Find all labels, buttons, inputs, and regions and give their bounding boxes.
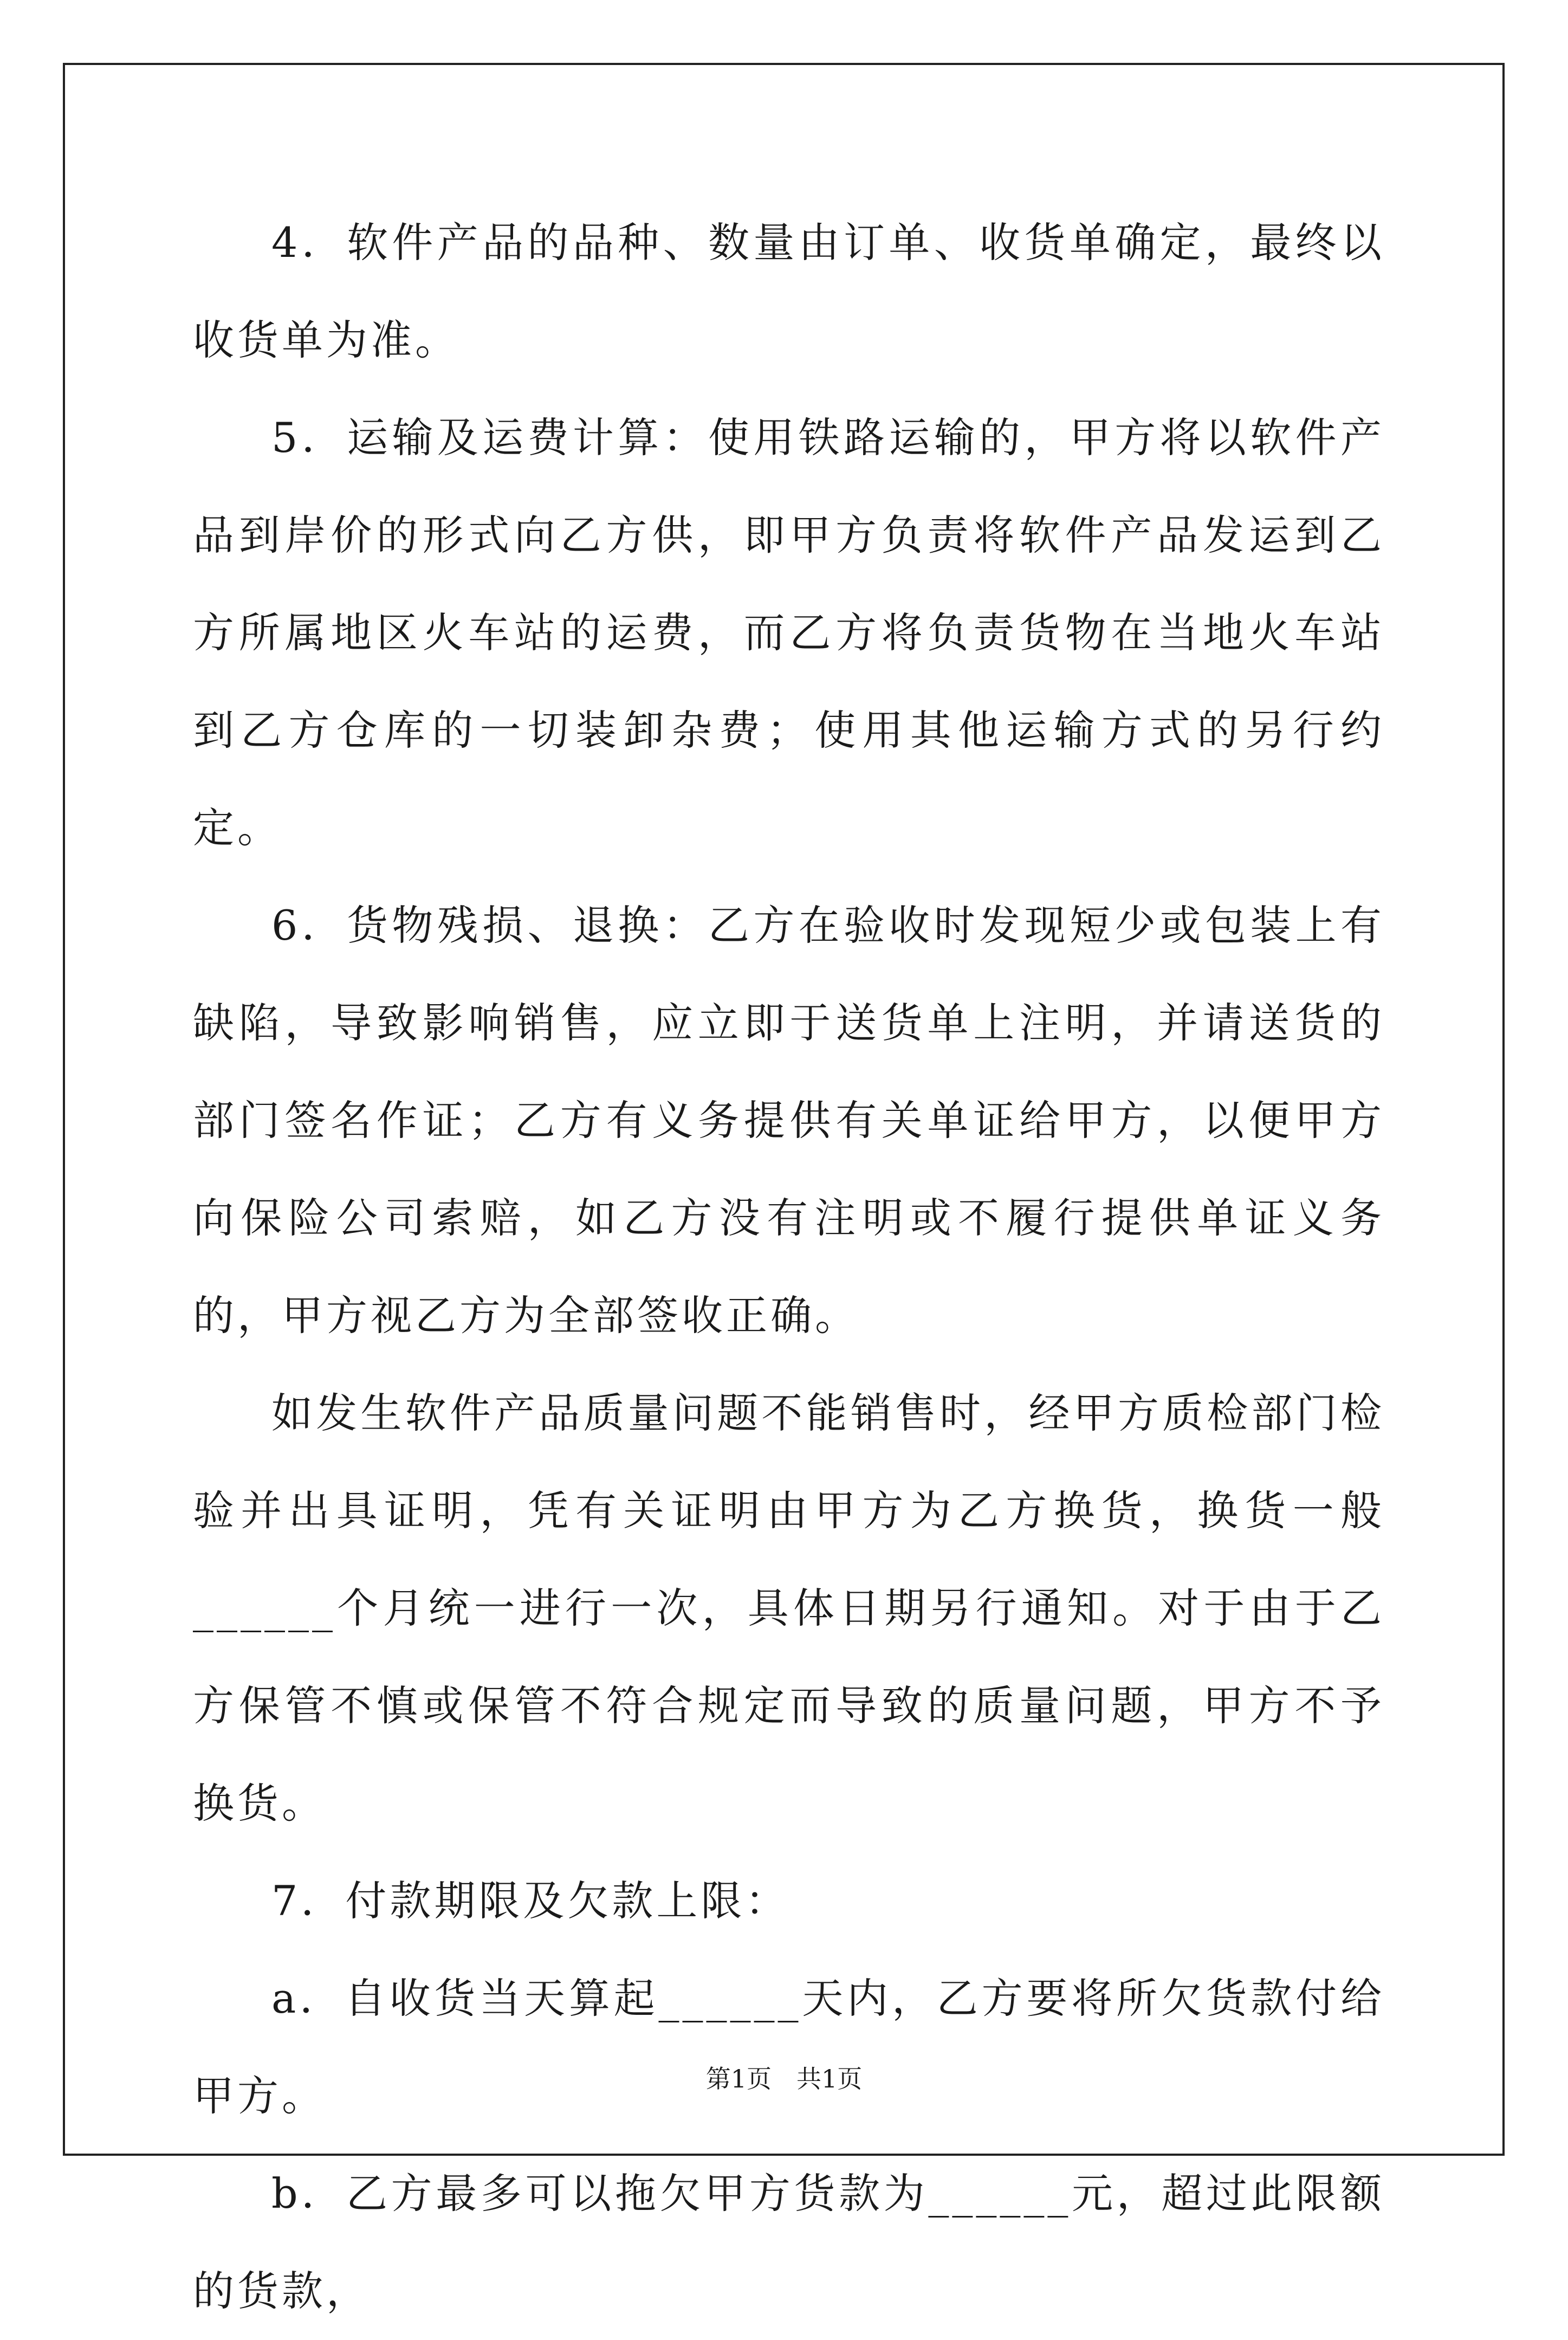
paragraph-item-4: 4．软件产品的品种、数量由订单、收货单确定，最终以收货单为准。 xyxy=(193,218,1385,364)
paragraph-transport: 5．运输及运费计算：使用铁路运输的，甲方将以软件产品到岸价的形式向乙方供，即甲方负责将软件产品发运到乙方所属地区火车站的运费，而乙方将负责货物在当地火车站到乙方仓库的一切装卸杂费；使用其他运输方式的另行约定。 xyxy=(193,413,1385,852)
page-footer: 第1页 共1页 xyxy=(705,2064,863,2093)
document-body xyxy=(193,194,1385,2340)
paragraph-payment-a: a．自收货当天算起______天内，乙方要将所欠货款付给甲方。 xyxy=(193,1974,1385,2120)
paragraph-quality-exchange: 如发生软件产品质量问题不能销售时，经甲方质检部门检验并出具证明，凭有关证明由甲方为乙方换货，换货一般______个月统一进行一次，具体日期另行通知。对于由于乙方保管不慎或保管不符合规定而导致的质量问题，甲方不予换货。 xyxy=(193,1389,1385,1827)
paragraph-payment-heading: 7．付款期限及欠款上限： xyxy=(271,1877,790,1925)
paragraph-damage-return: 6．货物残损、退换：乙方在验收时发现短少或包装上有缺陷，导致影响销售，应立即于送货单上注明，并请送货的部门签名作证；乙方有义务提供有关单证给甲方，以便甲方向保险公司索赔，如乙方没有注明或不履行提供单证义务的，甲方视乙方为全部签收正确。 xyxy=(193,901,1385,1340)
paragraph-payment-b: b．乙方最多可以拖欠甲方货款为______元，超过此限额的货款， xyxy=(193,2169,1385,2315)
